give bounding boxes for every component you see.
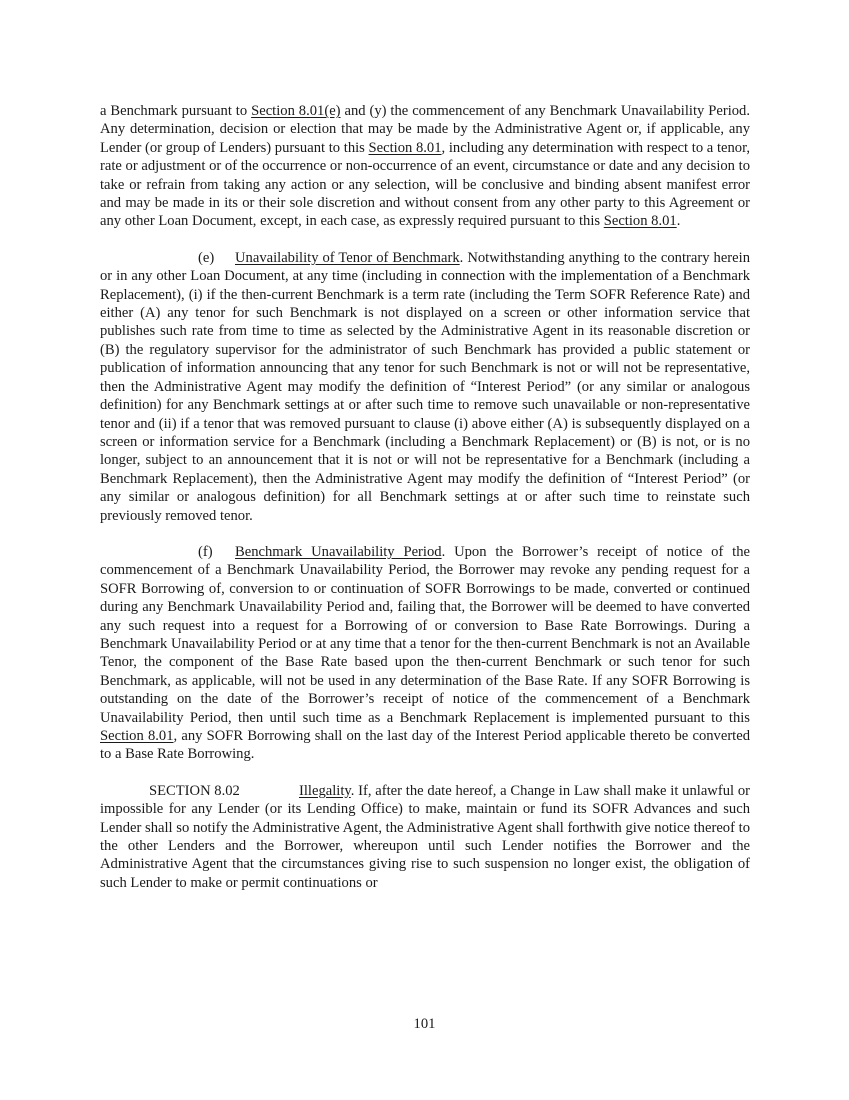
subsection-label: (f)	[198, 543, 213, 560]
subsection-heading: Unavailability of Tenor of Benchmark	[235, 249, 460, 266]
section-8-02	[100, 782, 750, 892]
paragraph-text: and (y) the commencement of any Benchmark Unavailability Period. Any determination, decision or election that may be made by the Administrative Agent or, if applicable, any Lender (or group of Lenders) pursuant to this	[100, 103, 750, 156]
paragraph-continuation	[100, 102, 750, 231]
paragraph-text: a Benchmark pursuant to	[100, 103, 252, 119]
section-label: SECTION 8.02	[149, 782, 240, 799]
paragraph-text: .	[676, 213, 681, 230]
subsection-body-end: , any SOFR Borrowing shall on the last day of the Interest Period applicable thereto be converted to a Base Rate Borrowing.	[100, 728, 751, 763]
section-heading: Illegality	[299, 782, 351, 799]
subsection-body: . Upon the Borrower’s receipt of notice of the commencement of a Benchmark Unavailability Period, the Borrower may revoke any pending request for a SOFR Borrowing of, conversion to or continuation of SOFR Borrowings to be made, converted or continued during any Benchmark Unavailability Period and, failing that, the Borrower will be deemed to have converted any such request into a request for a Borrowing of or conversion to Base Rate Borrowings. During a Benchmark Unavailability Period or at any time that a tenor for the then-current Benchmark is not an Available Tenor, the component of the Base Rate based upon the then-current Benchmark or such tenor for such Benchmark, as applicable, will not be used in any determination of the Base Rate. If any SOFR Borrowing is outstanding on the date of the Borrower’s receipt of notice of the commencement of a Benchmark Unavailability Period, then until such time as a Benchmark Replacement is implemented pursuant to this	[100, 543, 751, 726]
section-reference: Section 8.01	[368, 139, 442, 156]
subsection-label: (e)	[198, 249, 215, 266]
subsection-body: . Notwithstanding anything to the contrary herein or in any other Loan Document, at any time (including in connection with the implementation of a Benchmark Replacement), (i) if the then-current Benchmark is a term rate (including the Term SOFR Reference Rate) and either (A) any tenor for such Benchmark is not displayed on a screen or other information service that publishes such rate from time to time as selected by the Administrative Agent in its reasonable discretion or (B) the regulatory supervisor for the administrator of such Benchmark has provided a public statement or publication of information announcing that any tenor for such Benchmark is not or will not be representative, then the Administrative Agent may modify the definition of “Interest Period” (or any similar or analogous definition) for any Benchmark settings at or after such time to remove such unavailable or non-representative tenor and (ii) if a tenor that was removed pursuant to clause (i) above either (A) is subsequently displayed on a screen or information service for a Benchmark (including a Benchmark Replacement) or (B) is not, or is no longer, subject to an announcement that it is not or will not be representative for a Benchmark (including a Benchmark Replacement), then the Administrative Agent may modify the definition of “Interest Period” (or any similar or analogous definition) for all Benchmark settings at or after such time to reinstate such previously removed tenor.	[100, 249, 750, 524]
section-reference: Section 8.01	[100, 728, 174, 744]
section-reference: Section 8.01(e)	[251, 103, 341, 119]
subsection-f	[100, 543, 750, 764]
document-page	[100, 102, 750, 910]
paragraph-text: , including any determination with respect to a tenor, rate or adjustment or of the occurrence or non-occurrence of an event, circumstance or date and any decision to take or refrain from taking any action or any selection, will be conclusive and binding absent manifest error and may be made in its or their sole discretion and without consent from any other party to this Agreement or any other Loan Document, except, in each case, as expressly required pursuant to this	[100, 139, 750, 230]
subsection-e	[100, 249, 750, 525]
subsection-heading: Benchmark Unavailability Period	[235, 543, 442, 560]
section-body: . If, after the date hereof, a Change in Law shall make it unlawful or impossible for any Lender (or its Lending Office) to make, maintain or fund its SOFR Advances and such Lender shall so notify the Administrative Agent, the Administrative Agent shall forthwith give notice thereof to the other Lenders and the Borrower, whereupon until such Lender notifies the Borrower and the Administrative Agent that the circumstances giving rise to such suspension no longer exist, the obligation of such Lender to make or permit continuations or	[100, 782, 750, 891]
section-reference: Section 8.01	[603, 213, 677, 230]
page-number: 101	[413, 1016, 436, 1032]
